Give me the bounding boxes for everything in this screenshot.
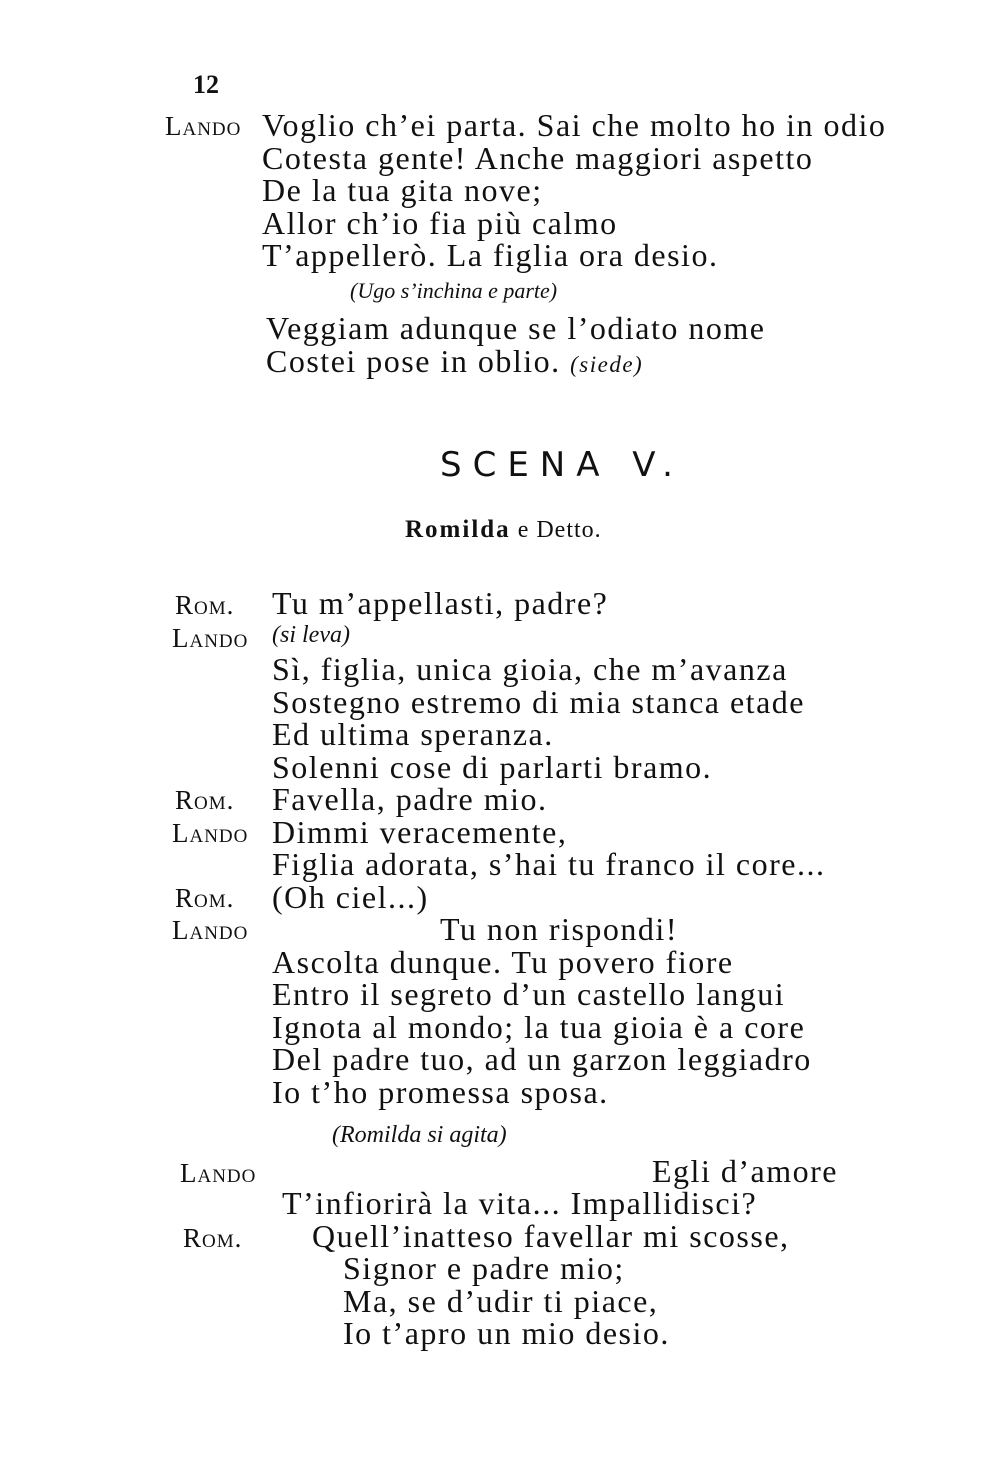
verse-line: Voglio ch’ei parta. Sai che molto ho in odio: [262, 107, 887, 143]
stage-direction: (si leva): [272, 622, 350, 648]
verse-line: T’infiorirà la vita... Impallidisci?: [282, 1185, 758, 1221]
verse-line: Ma, se d’udir ti piace,: [343, 1283, 659, 1319]
verse-line: Entro il segreto d’un castello langui: [272, 976, 786, 1012]
speaker-label: Lando: [180, 1158, 257, 1188]
verse-line: Ascolta dunque. Tu povero fiore: [272, 944, 734, 980]
verse-line: Del padre tuo, ad un garzon leggiadro: [272, 1041, 812, 1077]
verse-line: Dimmi veracemente,: [272, 814, 568, 850]
character-name: Romilda: [405, 516, 511, 543]
scene-title: SCENA V.: [440, 445, 684, 485]
verse-line: Ed ultima speranza.: [272, 716, 554, 752]
verse-line: [266, 345, 643, 377]
verse-line: Sostegno estremo di mia stanca etade: [272, 684, 805, 720]
verse-line: Signor e padre mio;: [343, 1250, 625, 1286]
character-list: [405, 517, 602, 542]
speaker-label: Rom.: [175, 785, 235, 815]
verse-line: De la tua gita nove;: [262, 172, 543, 208]
stage-direction: (Ugo s’inchina e parte): [350, 278, 558, 303]
speaker-label: Rom.: [175, 590, 235, 620]
verse-line: Io t’ho promessa sposa.: [272, 1074, 609, 1110]
verse-line: Io t’apro un mio desio.: [343, 1315, 670, 1351]
verse-line: Cotesta gente! Anche maggiori aspetto: [262, 140, 814, 176]
verse-line: Tu m’appellasti, padre?: [272, 585, 609, 621]
speaker-label: Lando: [165, 111, 242, 141]
verse-line: Figlia adorata, s’hai tu franco il core...: [272, 846, 826, 882]
verse-line: Quell’inatteso favellar mi scosse,: [312, 1218, 790, 1254]
verse-text: Costei pose in oblio.: [266, 343, 561, 379]
verse-line: (Oh ciel...): [272, 879, 429, 915]
verse-line: T’appellerò. La figlia ora desio.: [262, 237, 719, 273]
verse-line: Sì, figlia, unica gioia, che m’avanza: [272, 651, 788, 687]
verse-line: Ignota al mondo; la tua gioia è a core: [272, 1009, 806, 1045]
verse-line: Tu non rispondi!: [440, 911, 678, 947]
speaker-label: Rom.: [175, 883, 235, 913]
page-number: 12: [193, 70, 219, 99]
stage-direction: (Romilda si agita): [332, 1122, 507, 1148]
stage-direction: (siede): [570, 352, 644, 377]
speaker-label: Lando: [172, 915, 249, 945]
verse-line: Solenni cose di parlarti bramo.: [272, 749, 713, 785]
verse-line: Allor ch’io fia più calmo: [262, 205, 618, 241]
character-rest: e Detto.: [517, 517, 602, 543]
verse-line: Veggiam adunque se l’odiato nome: [266, 310, 766, 346]
speaker-label: Rom.: [183, 1223, 243, 1253]
verse-line: Favella, padre mio.: [272, 781, 548, 817]
speaker-label: Lando: [172, 623, 249, 653]
verse-line: Egli d’amore: [652, 1153, 838, 1189]
speaker-label: Lando: [172, 818, 249, 848]
